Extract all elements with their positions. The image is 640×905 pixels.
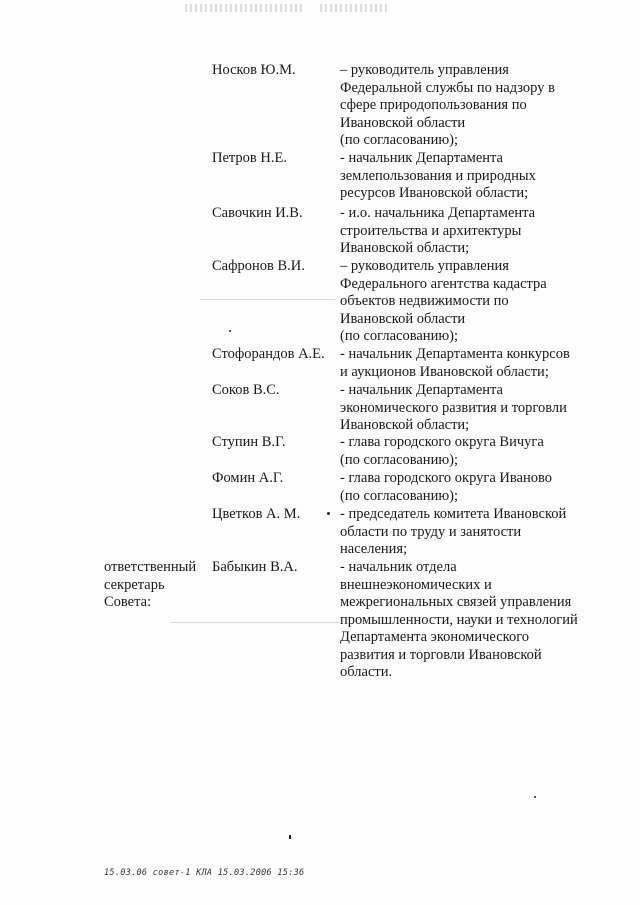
member-position: - и.о. начальника Департамента строительства и архитектуры Ивановской области;	[340, 205, 536, 256]
member-name: Фомин А.Г.	[212, 470, 284, 486]
member-position: - начальник Департамента экономического развития и торговли Ивановской области;	[340, 382, 567, 433]
member-name: Стофорандов А.Е.	[212, 346, 325, 362]
scan-speck	[229, 330, 231, 332]
member-name: Цветков А. М.	[212, 506, 301, 522]
document-footer: 15.03.06 совет-1 КЛА 15.03.2006 15:36	[104, 868, 305, 878]
scan-speck	[534, 796, 536, 798]
scan-line	[200, 299, 335, 300]
member-position: - глава городского округа Вичуга (по согласованию);	[340, 434, 544, 468]
scan-line	[170, 622, 340, 623]
member-position: – руководитель управления Федерального агентства кадастра объектов недвижимости по Ивановской области (по согласованию);	[340, 258, 547, 344]
member-position: - начальник Департамента землепользования и природных ресурсов Ивановской области;	[340, 150, 536, 201]
member-name: Ступин В.Г.	[212, 434, 286, 450]
member-position: - начальник Департамента конкурсов и аукционов Ивановской области;	[340, 346, 570, 380]
member-position: – руководитель управления Федеральной службы по надзору в сфере природопользования по Ивановской области (по согласованию);	[340, 62, 555, 148]
scan-artifact-top	[185, 4, 305, 12]
secretary-position: - начальник отдела внешнеэкономических и межрегиональных связей управления промышленности, науки и технологий Департамента экономического развития и торговли Ивановской области.	[340, 559, 578, 680]
scan-artifact-top	[320, 4, 390, 12]
member-name: Савочкин И.В.	[212, 205, 303, 221]
member-position: - глава городского округа Иваново (по согласованию);	[340, 470, 552, 504]
member-position: - председатель комитета Ивановской области по труду и занятости населения;	[340, 506, 567, 557]
secretary-name: Бабыкин В.А.	[212, 559, 298, 575]
scan-speck	[289, 835, 291, 839]
member-name: Петров Н.Е.	[212, 150, 287, 166]
member-name: Носков Ю.М.	[212, 62, 296, 78]
scan-speck	[327, 512, 330, 515]
member-name: Сафронов В.И.	[212, 258, 305, 274]
member-name: Соков В.С.	[212, 382, 280, 398]
secretary-role: ответственный секретарь Совета:	[104, 559, 197, 610]
